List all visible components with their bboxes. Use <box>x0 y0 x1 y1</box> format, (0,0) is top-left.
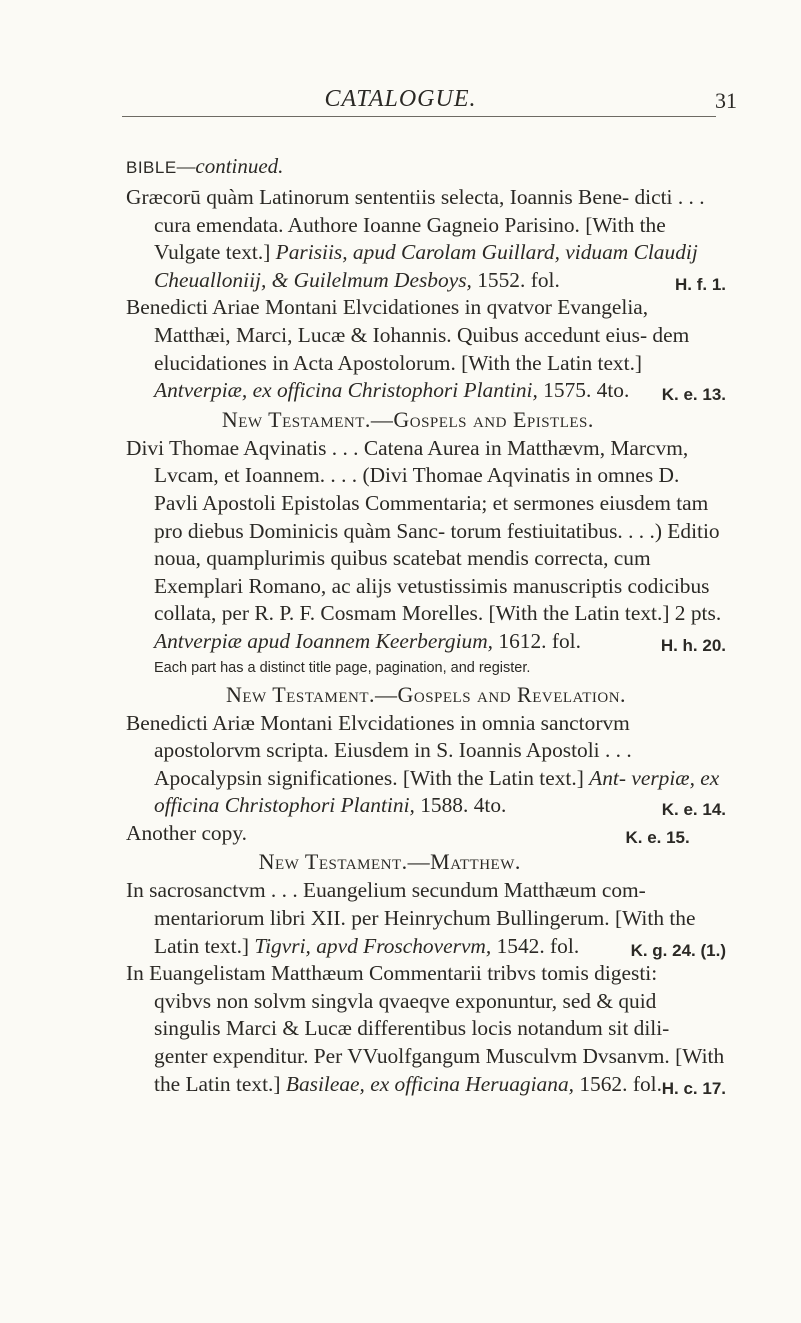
entry-date-format: 1562. fol. <box>574 1071 662 1096</box>
heading-suffix: —continued. <box>176 154 284 178</box>
entry-imprint: Ant- verpiæ, ex officina Christophori Plantini, <box>154 765 720 818</box>
shelfmark: H. h. 20. <box>660 635 726 655</box>
entry-date-format: 1542. fol. <box>491 933 580 958</box>
entry-date-format: 1552. fol. <box>471 267 560 292</box>
page-number: 31 <box>715 88 737 113</box>
section-heading-bible <box>98 152 726 182</box>
entry-imprint: Antverpiæ apud Ioannem Keerbergium, <box>154 628 494 653</box>
shelfmark: K. g. 24. (1.) <box>630 940 726 960</box>
entry-date-format: 1588. 4to. <box>414 793 507 818</box>
entry-date-format: 1612. fol. <box>493 628 581 653</box>
entry-text: Græcorū quàm Latinorum sententiis selecta, Ioannis Bene- dicti . . . cura emendata. Authore Ioanne Gagneio Parisino. [With the Vulgate text.] <box>126 185 705 265</box>
entry-text: Benedicti Ariæ Montani Elvcidationes in omnia sanctorvm apostolorvm scripta. Eiusdem in S. Ioannis Apostoli . . . Apocalypsin significationes. [With the Latin text.] <box>126 710 632 790</box>
catalogue-entry <box>126 877 726 960</box>
catalogue-entry <box>126 960 726 1098</box>
catalogue-entry <box>126 435 726 656</box>
shelfmark: H. c. 17. <box>661 1078 726 1098</box>
entry-text: Another copy. <box>126 820 247 845</box>
entry-imprint: Basileae, ex officina Heruagiana, <box>285 1071 574 1096</box>
shelfmark: K. e. 14. <box>661 800 726 820</box>
shelfmark: K. e. 13. <box>661 385 726 405</box>
shelfmark: H. f. 1. <box>674 274 726 294</box>
entry-imprint: Tigvri, apvd Froschovervm, <box>254 933 492 958</box>
section-heading: New Testament.—Gospels and Epistles. <box>221 406 594 432</box>
catalogue-body <box>126 152 726 1102</box>
entry-text: Benedicti Ariae Montani Elvcidationes in qvatvor Evangelia, Matthæi, Marci, Lucæ & Iohannis. Quibus accedunt eius- dem elucidationes in Acta Apostolorum. [With the Latin text.] <box>126 295 690 375</box>
section-heading: New Testament.—Matthew. <box>258 849 521 875</box>
catalogue-entry <box>126 710 726 820</box>
entry-text: In Euangelistam Matthæum Commentarii tribvs tomis digesti: qvibvs non solvm singvla qvaeqve exponuntur, sed & quid singulis Marci & Lucæ differentibus locis notandum sit dili- genter expenditur. Per VVuolfgangum Musculvm Dvsanvm. [With the Latin text.] <box>126 961 725 1096</box>
section-heading: New Testament.—Gospels and Revelation. <box>225 681 627 707</box>
header-rule <box>122 116 716 117</box>
heading-label: BIBLE <box>126 158 177 177</box>
catalogue-entry <box>126 820 726 848</box>
entry-note: Each part has a distinct title page, pagination, and register. <box>154 659 531 676</box>
catalogue-entry <box>126 184 726 294</box>
entry-imprint: Antverpiæ, ex officina Christophori Plantini, <box>154 378 538 403</box>
catalogue-entry <box>126 294 726 404</box>
shelfmark: K. e. 15. <box>625 827 690 847</box>
running-head: CATALOGUE. <box>324 86 477 112</box>
entry-text: Divi Thomae Aqvinatis . . . Catena Aurea in Matthævm, Marcvm, Lvcam, et Ioannem. . . . (Divi Thomae Aqvinatis in omnes D. Pavli Apostoli Epistolas Commentaria; et sermones eiusdem tam pro diebus Dominicis quàm Sanc- torum festiuitatibus. . . .) Editio noua, quamplurimis quibus scatebat mendis correcta, cum Exemplari Romano, ac alijs vetustissimis manuscriptis codicibus collata, per R. P. F. Cosmam Morelles. [With the Latin text.] 2 pts. <box>126 435 722 626</box>
entry-text: In sacrosanctvm . . . Euangelium secundum Matthæum com- mentariorum libri XII. per Heinrychum Bullingerum. [With the Latin text.] <box>126 878 696 958</box>
entry-date-format: 1575. 4to. <box>537 378 630 403</box>
entry-imprint: Parisiis, apud Carolam Guillard, viduam Claudij Cheualloniij, & Guilelmum Desboys, <box>154 240 698 292</box>
